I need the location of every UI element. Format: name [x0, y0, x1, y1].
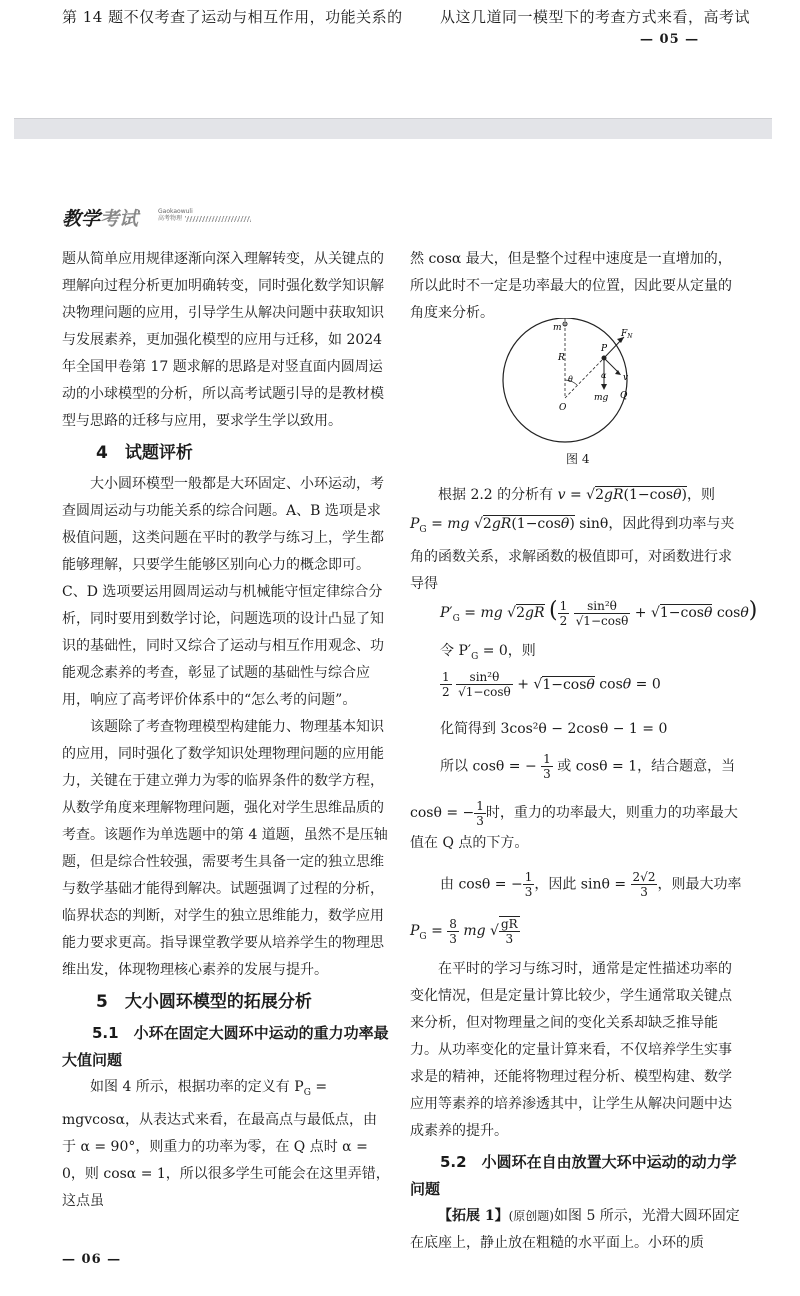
den-three-6: 3 [505, 932, 514, 946]
right-column-bottom [410, 956, 740, 1257]
para-4a: 大小圆环模型一般都是大环固定、小环运动，考查圆周运动与功能关系的综合问题。A、B 选项是求极值问题，这类问题在平时的教学与练习上，学生都能够理解，只要学生能够区别向心力的概念即可。C、D 选项要运用圆周运动与机械能守恒定律综合分析，同时要用到数学讨论，问题选项的设计凸显了知识的基础性，同时又综合了运动与相互作用观念、功能观念素养的考查，彰显了试题的基础性与综合应用，响应了高考评价体系中的“怎么考的问题”。 [62, 476, 384, 708]
frac-sin [574, 599, 631, 628]
frac-one-third-2 [474, 799, 486, 828]
label-fn [620, 329, 633, 340]
num-sin2: sin²θ [574, 599, 631, 614]
frac-one-third [541, 752, 553, 781]
frac-gr-third [499, 916, 520, 946]
from-text-2: ，因此 sinθ = [534, 876, 627, 893]
para-4b: 该题除了考查物理模型构建能力、物理基本知识的应用，同时强化了数学知识处理物理问题的应用能力，关键在于建立弹力为零的临界条件的数学方程，从数学角度来理解物理问题，强化对学生思维品质的考查。该题作为单选题中的第 4 道题，虽然不是压轴题，但是综合性较强，需要考生具备一定的独立思维与数学基础才能得到解决。试题强调了过程的分析，临界状态的判断，对学生的独立思维能力，数学应用能力要求更高。指导课堂教学要从培养学生的物理思维出发，体现物理核心素养的发展与提升。 [62, 719, 388, 978]
para-extension [410, 1203, 740, 1257]
den-two: 2 [559, 613, 568, 628]
para-5-1-part-a: 如图 4 所示，根据功率的定义有 P [90, 1079, 304, 1095]
den-three: 3 [543, 767, 551, 781]
deriv-line-1: 根据 2.2 的分析有 v = √2gR(1−cosθ)，则 [438, 487, 716, 503]
den-three-5: 3 [449, 931, 457, 946]
heading-section-5-2: 5.2 小圆环在自由放置大环中运动的动力学问题 [410, 1153, 737, 1198]
let-zero-line: 令 $P'_G = 0$，则 [440, 643, 536, 662]
num-eight: 8 [449, 916, 457, 931]
mg-arrowhead [601, 384, 607, 390]
from-text-1: 由 cosθ = − [440, 876, 523, 893]
label-theta: θ [568, 375, 573, 384]
frac-sin-value [631, 870, 658, 899]
page-separator [14, 118, 772, 139]
logo-part1: 教学 [62, 208, 101, 230]
label-fn-sub: N [627, 333, 633, 340]
label-mg: mg [594, 393, 609, 403]
den-three-3: 3 [524, 885, 533, 899]
den-three-2: 3 [476, 813, 484, 828]
figure-4 [500, 318, 660, 452]
label-q: Q [620, 391, 628, 401]
previous-page-text-left: 第 14 题不仅考查了运动与相互作用，功能关系的 [62, 8, 403, 26]
previous-page-text-right: 从这几道同一模型下的考查方式来看，高考试 [440, 8, 751, 26]
para-intro: 题从简单应用规律逐渐向深入理解转变，从关键点的理解向过程分析更加明确转变，同时强化数学知识解决物理问题的应用，引导学生从解决问题中获取知识与发展素养，更加强化模型的应用与迁移，如 2024 年全国甲卷第 17 题求解的思路是对竖直面内圆周运动的小球模型的分析，所以高考试题引导的是教材模型与思路的迁移与应用，要求学生学以致用。 [62, 251, 384, 429]
so-text-2: 或 cosθ = 1，结合题意，当 [557, 758, 736, 775]
zero-equation: $\frac{1}{2}$ $\frac{\text{sin²θ}}{√1-\cos\theta}$ + √1−cosθ cosθ = 0 [442, 670, 661, 699]
so-text-1: 所以 cosθ = − [440, 758, 537, 775]
frac-half-2 [440, 670, 452, 699]
num-one: 1 [559, 598, 568, 613]
subtitle-line1: Gaokaowuli [158, 208, 193, 215]
label-alpha: α [601, 371, 607, 380]
deriv-text-1: 根据 2.2 的分析有 [438, 487, 554, 503]
num-gr: gR [500, 917, 518, 931]
num-one-2: 1 [442, 670, 450, 684]
small-ring-p [602, 356, 607, 361]
figure-4-diagram [500, 318, 660, 448]
para-5-1: 如图 4 所示，根据功率的定义有 $P_G = mgvcos\alpha$，从表达式来看，在最高点与最低点，由于 α = 90°，则重力的功率为零，在 Q 点时 α = 0，则 cosα = 1，所以很多学生可能会在这里弄错，这点虽 [62, 1079, 390, 1209]
ext-tag: (原创题) [508, 1209, 554, 1223]
frac-sin-2 [456, 670, 513, 699]
para-5-1-part-b: mgvcosα，从表达式来看，在最高点与最低点，由于 α = 90°，则重力的功率为零，在 Q 点时 α = 0，则 cosα = 1，所以很多学生可能会在这里弄错，这点虽 [62, 1111, 390, 1209]
figure-4-caption: 图 4 [566, 452, 590, 466]
frac-one-third-3 [523, 870, 535, 899]
den-sqrt: √1−cosθ [575, 613, 629, 628]
den-sqrt-2: √1−cosθ [458, 685, 511, 699]
label-r: R [558, 353, 565, 363]
from-text-3: ，则最大功率 [657, 876, 742, 893]
subtitle-line2: 高考物理 [158, 215, 183, 222]
let-zero-text: 令 P′ [440, 643, 472, 659]
page-number-bottom: — 06 — [62, 1252, 122, 1267]
label-fn-main: F [621, 329, 628, 339]
journal-logo [62, 204, 138, 231]
num-2sqrt2: 2√2 [632, 870, 656, 884]
when-line [410, 798, 740, 858]
den-two-2: 2 [442, 685, 450, 699]
so-line [440, 752, 735, 781]
right-column-top [410, 246, 740, 327]
num-one-4: 1 [476, 798, 484, 813]
frac-half [558, 599, 570, 628]
para-right-top: 然 cosα 最大，但是整个过程中速度是一直增加的，所以此时不一定是功率最大的位置，因此要从定量的角度来分析。 [410, 251, 732, 321]
num-one-3: 1 [543, 752, 551, 766]
logo-part2: 考试 [100, 208, 139, 230]
v-arrowhead [615, 370, 621, 375]
simplify-line: 化简得到 3cos²θ − 2cosθ − 1 = 0 [440, 721, 668, 737]
max-power-equation: $P_G$ = $\frac{8}{3}$ mg √ $\frac{gR}{3}$ [410, 916, 518, 946]
heading-section-5: 5 大小圆环模型的拓展分析 [96, 992, 312, 1012]
frac-eight-third [447, 917, 459, 946]
heading-section-5-1: 5.1 小环在固定大圆环中运动的重力功率最大值问题 [62, 1024, 389, 1069]
page-number-top: — 05 — [640, 32, 700, 47]
derivative-equation: $P'_G$ = mg √2gR ( $\frac{1}{2}$ $\frac{\text{sin²θ}}{√1-\cos\theta}$ + √1−cosθ cosθ) [440, 598, 758, 628]
label-m: m [553, 323, 562, 333]
header-hatch-decoration [185, 216, 251, 222]
left-column [62, 246, 390, 1215]
heading-section-4: 4 试题评析 [96, 443, 193, 463]
ext-text: 如图 5 所示，光滑大圆环固定在底座上，静止放在粗糙的水平面上。小环的质 [410, 1208, 740, 1251]
para-teaching: 在平时的学习与练习时，通常是定性描述功率的变化情况，但是定量计算比较少，学生通常取关键点来分析，但对物理量之间的变化关系却缺乏推导能力。从功率变化的定量计算来看，不仅培养学生实事求是的精神，还能将物理过程分析、模型构建、数学应用等素养的培养渗透其中，让学生从解决问题中达成素养的提升。 [410, 961, 732, 1139]
ext-label: 【拓展 1】 [438, 1208, 509, 1224]
from-line [440, 870, 741, 899]
when-text-1: cosθ = − [410, 805, 475, 821]
den-three-4: 3 [640, 885, 648, 899]
label-p: P [601, 344, 608, 354]
deriv-text-3: sinθ，因此得到功率与夹角的函数关系，求解函数的极值即可，对函数进行求导得 [410, 516, 735, 592]
label-o: O [559, 403, 567, 413]
num-sin2-2: sin²θ [456, 670, 513, 685]
deriv-text-2: ，则 [687, 487, 716, 503]
deriv-line-2: $P_G$ = mg √2gR(1−cosθ) sinθ，因此得到功率与夹角的函数关系，求解函数的极值即可，对函数进行求导得 [410, 516, 735, 592]
let-zero-tail: = 0，则 [482, 643, 536, 659]
label-v: v [623, 373, 629, 383]
when-text-2: 时，重力的功率最大，则重力的功率最大值在 Q 点的下方。 [410, 805, 738, 851]
num-one-5: 1 [524, 870, 533, 884]
